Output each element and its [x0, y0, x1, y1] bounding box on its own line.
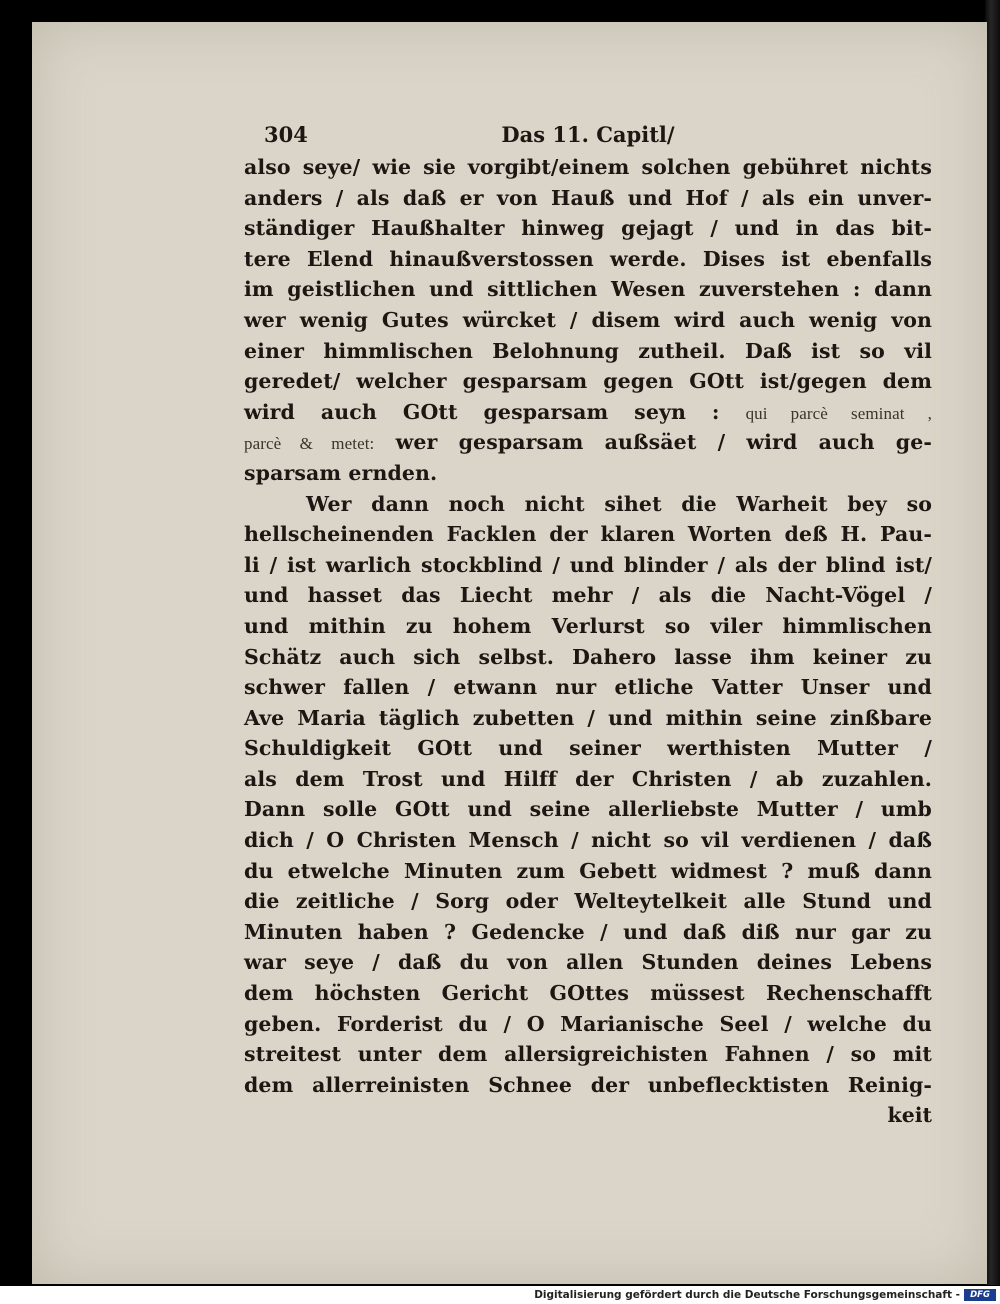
book-page	[32, 22, 987, 1284]
text-line: einer himmlischen Belohnung zutheil. Daß ist so vil	[244, 338, 932, 363]
running-head	[244, 118, 932, 152]
text-line: Schuldigkeit GOtt und seiner werthisten Mutter /	[244, 736, 932, 761]
funding-notice: Digitalisierung gefördert durch die Deutsche Forschungsgemeinschaft -	[534, 1289, 960, 1301]
text-line: war seye / daß du von allen Stunden deines Lebens	[244, 950, 932, 975]
text-line: als dem Trost und Hilff der Christen / ab zuzahlen.	[244, 766, 932, 791]
text-line-latin	[244, 397, 932, 428]
text-line: Wer dann noch nicht sihet die Warheit bey so	[306, 491, 932, 516]
text-line: Minuten haben ? Gedencke / und daß diß nur gar zu	[244, 919, 932, 944]
chapter-title: Das 11. Capitl/	[501, 122, 675, 147]
text-line: dem höchsten Gericht GOttes müssest Rechenschafft	[244, 981, 932, 1006]
latin-quote: parcè & metet:	[244, 434, 375, 454]
text-line: die zeitliche / Sorg oder Welteytelkeit alle Stund und	[244, 889, 932, 914]
text-line: wer wenig Gutes würcket / disem wird auch wenig von	[244, 307, 932, 332]
text-line: Ave Maria täglich zubetten / und mithin seine zinßbare	[244, 705, 932, 730]
text-line-latin	[244, 427, 932, 458]
text-segment: wird auch GOtt gesparsam seyn :	[244, 399, 720, 424]
text-line: geben. Forderist du / O Marianische Seel / welche du	[244, 1011, 932, 1036]
text-line: li / ist warlich stockblind / und blinder / als der blind ist/	[244, 552, 932, 577]
text-line: Dann solle GOtt und seine allerliebste Mutter / umb	[244, 797, 932, 822]
text-line: ständiger Haußhalter hinweg gejagt / und in das bit-	[244, 216, 932, 241]
text-line: dich / O Christen Mensch / nicht so vil verdienen / daß	[244, 828, 932, 853]
footer-bar	[0, 1286, 1000, 1304]
text-block	[244, 118, 932, 1130]
text-line: streitest unter dem allersigreichisten Fahnen / so mit	[244, 1042, 932, 1067]
text-line: anders / als daß er von Hauß und Hof / als ein unver-	[244, 185, 932, 210]
text-segment: wer gesparsam außsäet / wird auch ge-	[395, 430, 932, 455]
text-line: du etwelche Minuten zum Gebett widmest ? muß dann	[244, 858, 932, 883]
text-line: und hasset das Liecht mehr / als die Nacht-Vögel /	[244, 583, 932, 608]
catchword: keit	[887, 1103, 932, 1128]
text-line: geredet/ welcher gesparsam gegen GOtt ist/gegen dem	[244, 369, 932, 394]
latin-quote: qui parcè seminat ,	[745, 403, 932, 423]
text-line: tere Elend hinaußverstossen werde. Dises ist ebenfalls	[244, 246, 932, 271]
text-line: hellscheinenden Facklen der klaren Worten deß H. Pau-	[244, 522, 932, 547]
text-line: schwer fallen / etwann nur etliche Vatter Unser und	[244, 675, 932, 700]
paragraph-end-line: sparsam ernden.	[244, 460, 438, 485]
page-number: 304	[264, 122, 308, 147]
text-line: im geistlichen und sittlichen Wesen zuverstehen : dann	[244, 277, 932, 302]
text-line: also seye/ wie sie vorgibt/einem solchen gebühret nichts	[244, 155, 932, 179]
page-edge	[985, 0, 1000, 1285]
text-line: Schätz auch sich selbst. Dahero lasse ihm keiner zu	[244, 644, 932, 669]
text-line: und mithin zu hohem Verlurst so viler himmlischen	[244, 613, 932, 638]
dfg-logo: DFG	[964, 1289, 996, 1301]
text-line: dem allerreinisten Schnee der unbeflecktisten Reinig-	[244, 1072, 932, 1097]
